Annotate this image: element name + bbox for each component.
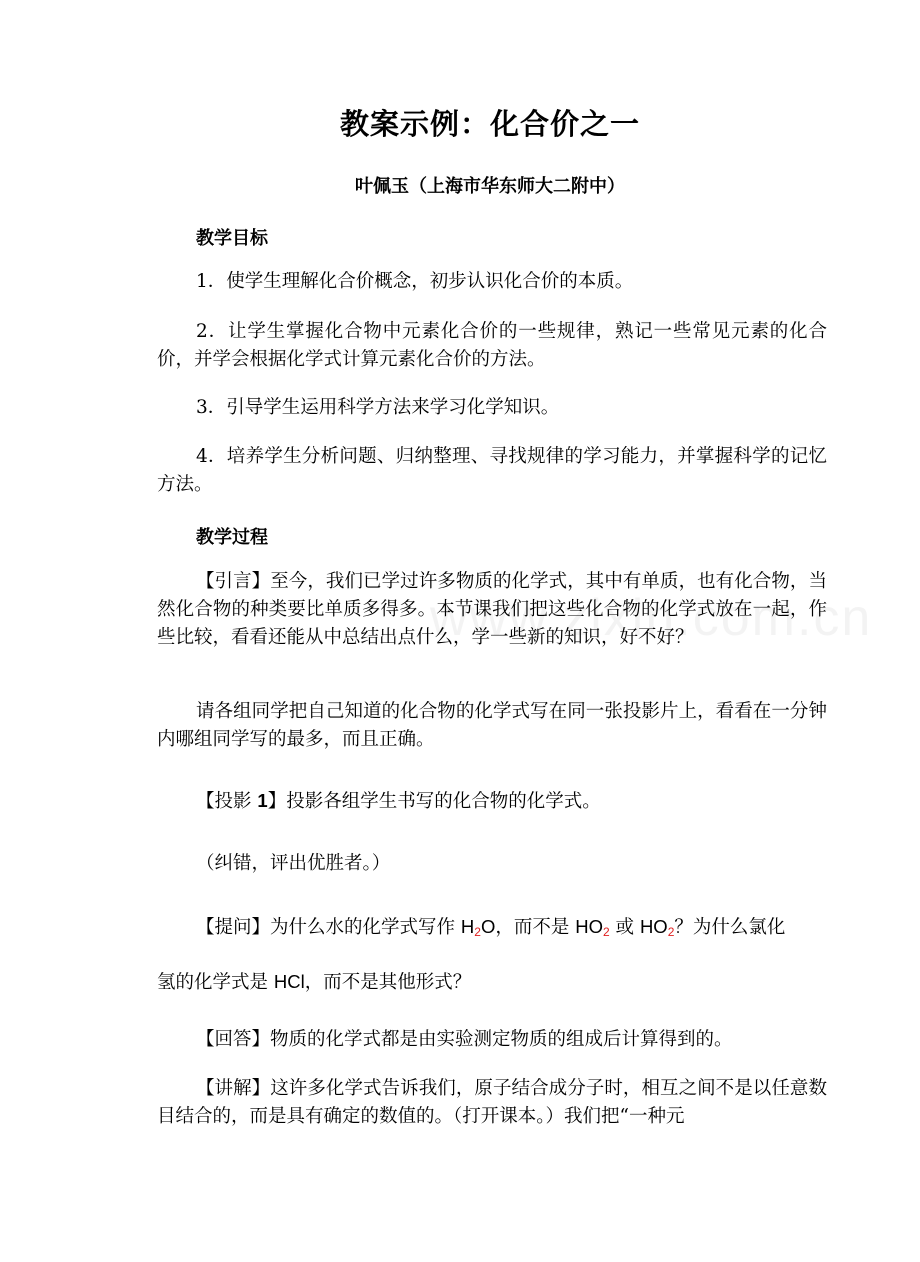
question-line-2 [157, 968, 827, 997]
formula-h2o-h: H [460, 916, 475, 937]
question-text: 氢的化学式是 [157, 972, 274, 993]
formula-ho2-subscript: 2 [602, 925, 610, 939]
question-text: ？为什么氯化 [674, 917, 786, 938]
projection-number: 1 [257, 790, 268, 811]
section-heading-goals: 教学目标 [196, 228, 268, 249]
goal-item-1: 1．使学生理解化合价概念，初步认识化合价的本质。 [196, 271, 634, 292]
goal-item-3: 3．引导学生运用科学方法来学习化学知识。 [196, 397, 560, 418]
section-heading-process: 教学过程 [196, 527, 268, 548]
formula-ho2-second: HO [639, 916, 668, 937]
formula-ho2: HO [575, 916, 603, 937]
intro-paragraph: 【引言】至今，我们已学过许多物质的化学式，其中有单质，也有化合物，当然化合物的种类要比单质多得多。本节课我们把这些化合物的化学式放在一起，作些比较，看看还能从中总结出点什么，学一些新的知识，好不好？ [157, 571, 827, 648]
question-text: ，而不是 [495, 917, 576, 938]
formula-hcl: HCl [273, 971, 305, 992]
answer-paragraph: 【回答】物质的化学式都是由实验测定物质的组成后计算得到的。 [196, 1029, 733, 1050]
formula-h2o-o: O [480, 916, 496, 937]
question-text: 或 [609, 917, 640, 938]
document-title: 教案示例：化合价之一 [339, 107, 640, 141]
goal-item-4: 4．培养学生分析问题、归纳整理、寻找规律的学习能力，并掌握科学的记忆方法。 [157, 446, 827, 495]
lecture-paragraph: 【讲解】这许多化学式告诉我们，原子结合成分子时，相互之间不是以任意数目结合的，而是具有确定的数值的。（打开课本。）我们把“一种元 [157, 1078, 827, 1127]
projection-suffix: 】投影各组学生书写的化合物的化学式。 [267, 791, 601, 812]
projection-prefix: 【投影 [196, 791, 258, 812]
task-paragraph: 请各组同学把自己知道的化合物的化学式写在同一张投影片上，看看在一分钟内哪组同学写的最多，而且正确。 [157, 701, 827, 750]
question-line-1 [157, 913, 827, 946]
goal-item-2: 2．让学生掌握化合物中元素化合价的一些规律，熟记一些常见元素的化合价，并学会根据化学式计算元素化合价的方法。 [157, 321, 827, 370]
question-text: ，而不是其他形式？ [304, 972, 472, 993]
projection-paragraph [157, 787, 827, 816]
question-text: 【提问】为什么水的化学式写作 [196, 917, 461, 938]
formula-h2o-subscript: 2 [474, 925, 481, 939]
formula-ho2-second-subscript: 2 [667, 925, 675, 939]
correction-paragraph: （纠错，评出优胜者。） [196, 853, 391, 874]
document-author: 叶佩玉（上海市华东师大二附中） [355, 176, 625, 197]
